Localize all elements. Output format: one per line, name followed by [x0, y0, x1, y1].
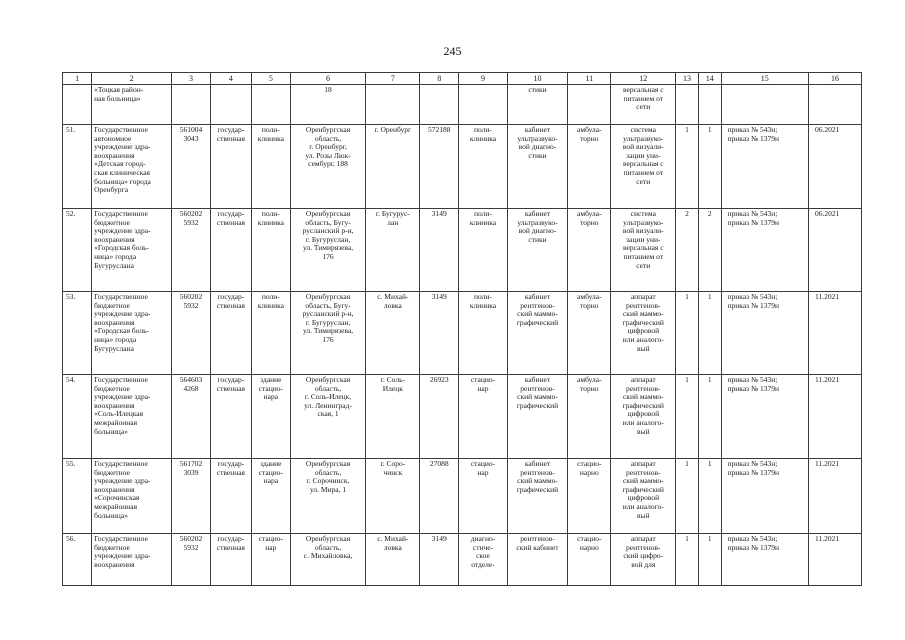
cell-locality: г. Бугурус- лан — [366, 209, 420, 292]
cell-population: 3149 — [420, 209, 459, 292]
cell-equipment-quantity: 1 — [676, 292, 699, 375]
cell-locality — [366, 85, 420, 125]
cell-organization-name: Государственное бюджетное учреждение здра- воохранения «Сорочинская межрайонная больница» — [92, 459, 172, 534]
column-number-12: 12 — [611, 73, 676, 85]
cell-population: 27088 — [420, 459, 459, 534]
column-number-10: 10 — [507, 73, 567, 85]
cell-equipment-quantity-total: 1 — [698, 125, 721, 209]
cell-address: Оренбургская область, Бугу- руcланский р-н, г. Бугуруслан, ул. Тимирязева, 176 — [290, 292, 366, 375]
table-row — [63, 292, 862, 375]
cell-inn-code — [172, 85, 211, 125]
cell-date: 11.2021 — [808, 375, 861, 459]
cell-inn-code: 560202 5932 — [172, 292, 211, 375]
cell-cabinet-type: кабинет рентгенов- ский маммо- графический — [507, 292, 567, 375]
cell-care-mode: амбула- торно — [568, 125, 611, 209]
cell-equipment-quantity: 1 — [676, 459, 699, 534]
column-number-3: 3 — [172, 73, 211, 85]
cell-equipment-quantity-total: 1 — [698, 292, 721, 375]
column-number-11: 11 — [568, 73, 611, 85]
table-row — [63, 209, 862, 292]
table-row — [63, 534, 862, 586]
cell-building-type: поли- клиника — [251, 292, 290, 375]
cell-locality: с. Михай- ловка — [366, 292, 420, 375]
cell-equipment: система ультразвуко- вой визуали- зации уни- версальная с питанием от сети — [611, 209, 676, 292]
cell-equipment: аппарат рентгенов- ский маммо- графический цифровой или аналого- вый — [611, 375, 676, 459]
cell-equipment-quantity — [676, 85, 699, 125]
cell-address: Оренбургская область, г. Оренбург, ул. Розы Люк- сембург, 188 — [290, 125, 366, 209]
cell-locality: г. Соро- чинск — [366, 459, 420, 534]
cell-care-mode — [568, 85, 611, 125]
cell-equipment: версальная с питанием от сети — [611, 85, 676, 125]
cell-equipment: аппарат рентгенов- ский маммо- графический цифровой или аналого- вый — [611, 292, 676, 375]
cell-inn-code: 561702 3039 — [172, 459, 211, 534]
cell-unit-type: поли- клиника — [459, 209, 508, 292]
cell-care-mode: стацио- нарно — [568, 459, 611, 534]
cell-date: 11.2021 — [808, 292, 861, 375]
cell-unit-type: стацио- нар — [459, 375, 508, 459]
cell-organization-name: Государственное бюджетное учреждение здра- воохранения — [92, 534, 172, 586]
cell-cabinet-type: рентгенов- ский кабинет — [507, 534, 567, 586]
table-row — [63, 459, 862, 534]
cell-population — [420, 85, 459, 125]
cell-building-type: поли- клиника — [251, 125, 290, 209]
cell-order-reference: приказ № 543н; приказ № 1379н — [721, 292, 808, 375]
column-number-15: 15 — [721, 73, 808, 85]
column-number-1: 1 — [63, 73, 92, 85]
table-row — [63, 125, 862, 209]
cell-inn-code: 561004 3043 — [172, 125, 211, 209]
column-number-4: 4 — [210, 73, 251, 85]
cell-row-number: 54. — [63, 375, 92, 459]
cell-equipment-quantity-total: 2 — [698, 209, 721, 292]
table-row — [63, 85, 862, 125]
cell-order-reference: приказ № 543н; приказ № 1379н — [721, 534, 808, 586]
cell-care-mode: амбула- торно — [568, 292, 611, 375]
cell-organization-name: Государственное автономное учреждение здра- воохранения «Детская город- ская клиническая больница» города Оренбурга — [92, 125, 172, 209]
column-number-2: 2 — [92, 73, 172, 85]
cell-organization-name: Государственное бюджетное учреждение здра- воохранения «Соль-Илецкая межрайонная больница» — [92, 375, 172, 459]
column-number-5: 5 — [251, 73, 290, 85]
cell-population: 572188 — [420, 125, 459, 209]
cell-equipment-quantity-total — [698, 85, 721, 125]
column-number-16: 16 — [808, 73, 861, 85]
cell-unit-type: поли- клиника — [459, 292, 508, 375]
cell-locality: г. Соль- Илецк — [366, 375, 420, 459]
cell-locality: г. Оренбург — [366, 125, 420, 209]
cell-ownership-type: государ- ственная — [210, 209, 251, 292]
cell-cabinet-type: кабинет рентгенов- ский маммо- графический — [507, 459, 567, 534]
table-row — [63, 375, 862, 459]
cell-inn-code: 560202 5932 — [172, 209, 211, 292]
table-body — [63, 85, 862, 586]
column-number-row — [63, 73, 862, 85]
cell-organization-name: Государственное бюджетное учреждение здра- воохранения «Городская боль- ница» города Бугуруслана — [92, 292, 172, 375]
cell-order-reference: приказ № 543н; приказ № 1379н — [721, 209, 808, 292]
cell-cabinet-type: кабинет ультразвуко- вой диагно- стики — [507, 209, 567, 292]
cell-unit-type: поли- клиника — [459, 125, 508, 209]
cell-ownership-type — [210, 85, 251, 125]
cell-address: Оренбургская область, Бугу- руcланский р-н, г. Бугуруслан, ул. Тимирязева, 176 — [290, 209, 366, 292]
cell-row-number: 51. — [63, 125, 92, 209]
cell-equipment: система ультразвуко- вой визуали- зации уни- версальная с питанием от сети — [611, 125, 676, 209]
column-number-13: 13 — [676, 73, 699, 85]
column-number-6: 6 — [290, 73, 366, 85]
cell-order-reference: приказ № 543н; приказ № 1379н — [721, 125, 808, 209]
cell-building-type: поли- клиника — [251, 209, 290, 292]
cell-order-reference: приказ № 543н; приказ № 1379н — [721, 459, 808, 534]
cell-unit-type: стацио- нар — [459, 459, 508, 534]
cell-equipment-quantity: 1 — [676, 125, 699, 209]
cell-date — [808, 85, 861, 125]
cell-cabinet-type: стики — [507, 85, 567, 125]
column-number-7: 7 — [366, 73, 420, 85]
cell-date: 11.2021 — [808, 534, 861, 586]
cell-building-type: стацио- нар — [251, 534, 290, 586]
cell-equipment-quantity-total: 1 — [698, 375, 721, 459]
cell-ownership-type: государ- ственная — [210, 459, 251, 534]
cell-order-reference: приказ № 543н; приказ № 1379н — [721, 375, 808, 459]
cell-organization-name: «Тоцкая район- ная больница» — [92, 85, 172, 125]
cell-address: 18 — [290, 85, 366, 125]
register-table — [62, 72, 862, 586]
cell-equipment: аппарат рентгенов- ский маммо- графический цифровой или аналого- вый — [611, 459, 676, 534]
cell-equipment: аппарат рентгенов- ский цифро- вой для — [611, 534, 676, 586]
cell-population: 26923 — [420, 375, 459, 459]
cell-care-mode: стацио- нарно — [568, 534, 611, 586]
column-number-8: 8 — [420, 73, 459, 85]
cell-address: Оренбургская область, с. Михайловка, — [290, 534, 366, 586]
cell-date: 06.2021 — [808, 209, 861, 292]
cell-row-number: 52. — [63, 209, 92, 292]
cell-population: 3149 — [420, 534, 459, 586]
cell-inn-code: 564603 4268 — [172, 375, 211, 459]
cell-unit-type: диагно- стиче- ское отделе- — [459, 534, 508, 586]
cell-date: 06.2021 — [808, 125, 861, 209]
cell-order-reference — [721, 85, 808, 125]
cell-ownership-type: государ- ственная — [210, 534, 251, 586]
cell-cabinet-type: кабинет ультразвуко- вой диагно- стики — [507, 125, 567, 209]
cell-equipment-quantity: 1 — [676, 534, 699, 586]
column-number-9: 9 — [459, 73, 508, 85]
cell-cabinet-type: кабинет рентгенов- ский маммо- графический — [507, 375, 567, 459]
cell-row-number: 56. — [63, 534, 92, 586]
cell-ownership-type: государ- ственная — [210, 125, 251, 209]
cell-equipment-quantity-total: 1 — [698, 459, 721, 534]
cell-address: Оренбургская область, г. Сорочинск, ул. Мира, 1 — [290, 459, 366, 534]
cell-unit-type — [459, 85, 508, 125]
column-number-14: 14 — [698, 73, 721, 85]
cell-equipment-quantity: 2 — [676, 209, 699, 292]
cell-row-number: 55. — [63, 459, 92, 534]
cell-population: 3149 — [420, 292, 459, 375]
cell-inn-code: 560202 5932 — [172, 534, 211, 586]
cell-date: 11.2021 — [808, 459, 861, 534]
page-number: 245 — [443, 44, 462, 58]
cell-organization-name: Государственное бюджетное учреждение здра- воохранения «Городская боль- ница» города Бугуруслана — [92, 209, 172, 292]
cell-building-type: здание стацио- нара — [251, 459, 290, 534]
cell-care-mode: амбула- торно — [568, 209, 611, 292]
cell-building-type: здание стацио- нара — [251, 375, 290, 459]
cell-locality: с. Михай- ловка — [366, 534, 420, 586]
cell-care-mode: амбула- торно — [568, 375, 611, 459]
cell-equipment-quantity: 1 — [676, 375, 699, 459]
cell-ownership-type: государ- ственная — [210, 375, 251, 459]
cell-address: Оренбургская область, г. Соль-Илецк, ул. Ленинград- ская, 1 — [290, 375, 366, 459]
cell-row-number — [63, 85, 92, 125]
cell-equipment-quantity-total: 1 — [698, 534, 721, 586]
cell-ownership-type: государ- ственная — [210, 292, 251, 375]
cell-row-number: 53. — [63, 292, 92, 375]
cell-building-type — [251, 85, 290, 125]
